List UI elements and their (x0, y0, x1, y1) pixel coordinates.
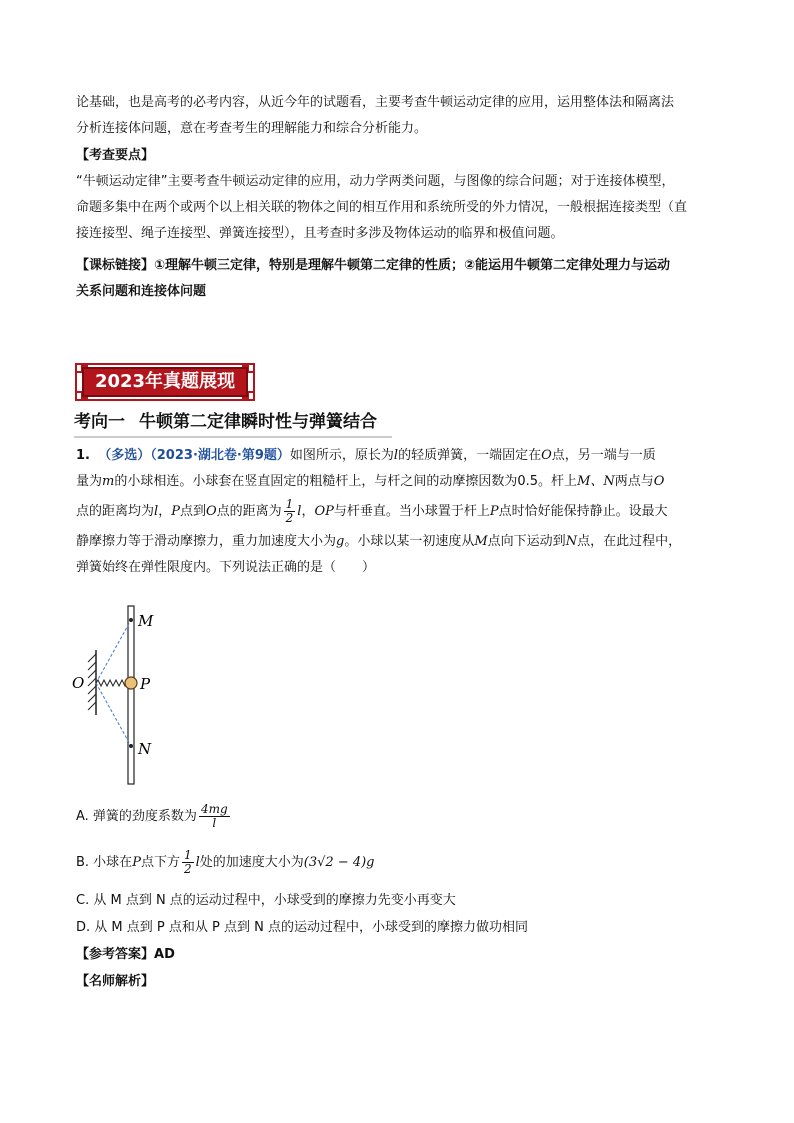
q-text: 静摩擦力等于滑动摩擦力，重力加速度大小为 (76, 534, 337, 549)
ball (125, 677, 137, 689)
point-N (129, 744, 133, 748)
var-l: l (195, 855, 200, 870)
kaocha-line-3: 接连接型、绳子连接型、弹簧连接型），且考查时多涉及物体运动的临界和极值问题。 (76, 226, 564, 241)
option-B-text: 点下方 (140, 855, 180, 870)
spring-rod-figure (66, 600, 186, 790)
q-text: 的小球相连。小球套在竖直固定的粗糙杆上，与杆之间的动摩擦因数为 (114, 474, 518, 489)
acceleration-expression: (3√2 − 4)g (303, 855, 375, 870)
question-1 (76, 443, 726, 581)
q-text: 。杆上 (538, 474, 578, 489)
label-M: M (138, 612, 154, 630)
option-A-text: A. 弹簧的劲度系数为 (76, 809, 197, 824)
q-text: 。小球以某一初速度从 (344, 534, 475, 549)
var-M: M (474, 534, 488, 549)
year-banner (74, 362, 256, 402)
var-MN: M、N (577, 474, 615, 489)
banner-title: 2023年真题展现 (82, 367, 248, 397)
label-O: O (72, 674, 85, 692)
spring-icon (96, 680, 127, 686)
question-source: （2023·湖北卷·第9题） (150, 448, 290, 463)
fraction-half: $\frac{1}{2}$ (285, 497, 294, 525)
label-N: N (138, 740, 152, 758)
q-text: 的轻质弹簧，一端固定在 (398, 448, 542, 463)
label-P: P (140, 675, 151, 693)
friction-coefficient: 0.5 (517, 474, 539, 489)
kaocha-line-2: 命题多集中在两个或两个以上相关联的物体之间的相互作用和系统所受的外力情况，一般根据连接类型（直 (76, 200, 688, 215)
kebiao-line-1: ①理解牛顿三定律，特别是理解牛顿第二定律的性质；②能运用牛顿第二定律处理力与运动 (154, 258, 671, 273)
point-M (129, 618, 133, 622)
kebiao-header: 【课标链接】 (76, 258, 155, 273)
vertical-rod (128, 606, 134, 784)
var-l: l (297, 504, 302, 519)
q-text: 点向下运动到 (487, 534, 566, 549)
intro-line-1: 论基础，也是高考的必考内容，从近今年的试题看，主要考查牛顿运动定律的应用，运用整体法和隔离法 (76, 95, 675, 110)
section-title (74, 408, 394, 436)
kaocha-section (76, 143, 726, 247)
kebiao-line-2: 关系问题和连接体问题 (76, 284, 207, 299)
intro-paragraph (76, 90, 726, 142)
var-O: O (541, 448, 552, 463)
answer-row (76, 945, 175, 965)
var-l: l (154, 504, 159, 519)
fraction-4mg-over-l: $\frac{4mg}{l}$ (200, 802, 228, 830)
dashed-ON (96, 683, 131, 746)
var-P: P (489, 504, 499, 519)
section-divider (74, 436, 392, 438)
var-OP: OP (314, 504, 334, 519)
question-prompt: 弹簧始终在弹性限度内。下列说法正确的是（ ） (76, 560, 376, 575)
option-D: D. 从 M 点到 P 点和从 P 点到 N 点的运动过程中，小球受到的摩擦力做功相同 (76, 920, 528, 935)
section-heading: 牛顿第二定律瞬时性与弹簧结合 (139, 412, 377, 432)
option-A (76, 800, 232, 834)
var-N: N (565, 534, 578, 549)
analysis-label: 【名师解析】 (76, 974, 155, 989)
intro-line-2: 分析连接体问题，意在考查考生的理解能力和综合分析能力。 (76, 121, 428, 136)
var-g: g (336, 534, 345, 549)
var-l: l (393, 448, 399, 463)
q-text: 量为 (76, 474, 103, 489)
var-P: P (171, 504, 180, 519)
question-tag: （多选） (98, 448, 151, 463)
q-text: 两点与 (614, 474, 654, 489)
q-text: 点，另一端与一质 (551, 448, 656, 463)
question-number: 1. (76, 448, 90, 463)
answer-label: 【参考答案】 (76, 947, 155, 962)
var-O: O (653, 474, 665, 489)
q-text: 如图所示，原长为 (289, 448, 394, 463)
q-text: 点的距离为 (216, 504, 282, 519)
q-text: 点，在此过程中， (577, 534, 682, 549)
q-text: 点的距离均为 (76, 504, 155, 519)
q-text: 点时恰好能保持静止。设最大 (498, 504, 668, 519)
q-text: 与杆垂直。当小球置于杆上 (333, 504, 490, 519)
option-B-text: B. 小球在 (76, 855, 133, 870)
fraction-half: $\frac{1}{2}$ (183, 848, 192, 876)
section-prefix: 考向一 (74, 412, 125, 432)
option-C: C. 从 M 点到 N 点的运动过程中，小球受到的摩擦力先变小再变大 (76, 893, 456, 908)
answer-value: AD (154, 947, 175, 962)
kebiao-section (76, 253, 726, 305)
wall-hatch (88, 654, 96, 710)
var-P: P (132, 855, 141, 870)
q-text: ， (301, 504, 315, 519)
var-O: O (205, 504, 217, 519)
q-text: ， (158, 504, 172, 519)
kaocha-header: 【考查要点】 (76, 148, 155, 163)
q-text: 点到 (179, 504, 206, 519)
kaocha-line-1: “牛顿运动定律”主要考查牛顿运动定律的应用，动力学两类问题，与图像的综合问题；对于连接体模型， (76, 174, 675, 189)
option-B-text: 处的加速度大小为 (199, 855, 304, 870)
option-B (76, 846, 375, 880)
var-m: m (102, 474, 115, 489)
dashed-OM (96, 620, 131, 683)
